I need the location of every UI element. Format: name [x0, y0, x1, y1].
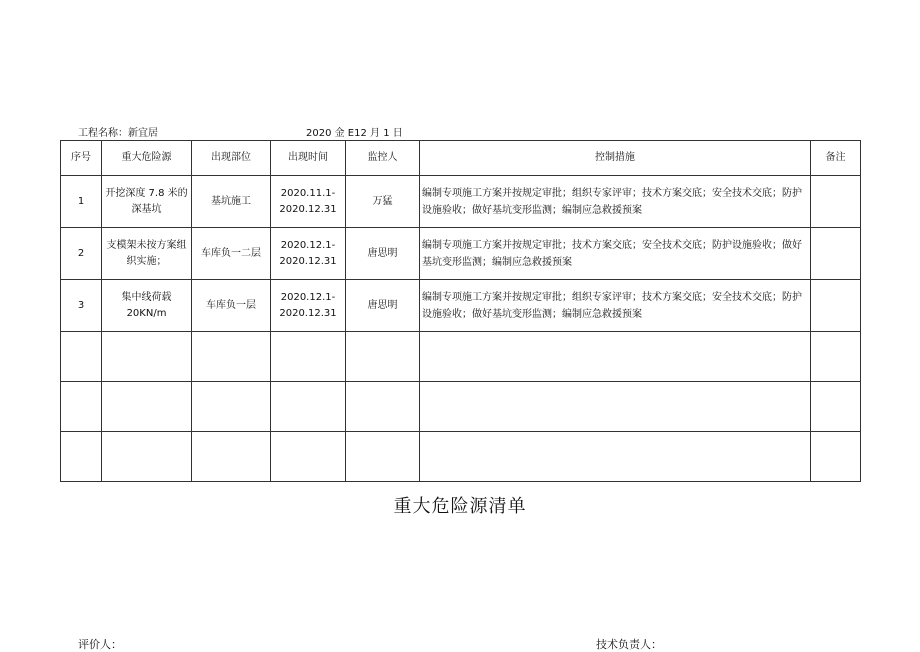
empty-cell	[102, 332, 192, 382]
empty-cell	[271, 382, 346, 432]
cell-time: 2020.11.1-2020.12.31	[271, 176, 346, 228]
cell-location: 车库负一层	[192, 280, 271, 332]
empty-cell	[271, 332, 346, 382]
cell-hazard: 支模架未按方案组织实施；	[102, 228, 192, 280]
cell-time: 2020.12.1-2020.12.31	[271, 228, 346, 280]
cell-remarks	[811, 280, 861, 332]
col-header-time: 出现时间	[271, 141, 346, 176]
col-header-remarks: 备注	[811, 141, 861, 176]
col-header-location: 出现部位	[192, 141, 271, 176]
cell-no: 3	[61, 280, 102, 332]
empty-table-row	[61, 382, 861, 432]
project-name: 新宜居	[128, 128, 158, 139]
table-row	[61, 280, 861, 332]
empty-cell	[346, 382, 420, 432]
project-line	[78, 124, 158, 139]
cell-remarks	[811, 228, 861, 280]
empty-cell	[811, 332, 861, 382]
empty-cell	[271, 432, 346, 482]
col-header-measures: 控制措施	[420, 141, 811, 176]
report-date: 2020 金 E12 月 1 日	[306, 128, 403, 139]
empty-cell	[346, 432, 420, 482]
cell-location: 车库负一二层	[192, 228, 271, 280]
cell-no: 1	[61, 176, 102, 228]
empty-cell	[192, 332, 271, 382]
col-header-monitor: 监控人	[346, 141, 420, 176]
empty-table-row	[61, 332, 861, 382]
cell-measures: 编制专项施工方案并按规定审批；技术方案交底；安全技术交底；防护设施验收；做好基坑变形监测；编制应急救援预案	[420, 228, 811, 280]
tech-lead-label: 技术负责人：	[596, 638, 662, 651]
empty-cell	[192, 382, 271, 432]
empty-table-row	[61, 432, 861, 482]
empty-cell	[102, 382, 192, 432]
cell-measures: 编制专项施工方案并按规定审批；组织专家评审；技术方案交底；安全技术交底；防护设施验收；做好基坑变形监测；编制应急救援预案	[420, 280, 811, 332]
col-header-hazard: 重大危险源	[102, 141, 192, 176]
cell-monitor: 万猛	[346, 176, 420, 228]
empty-cell	[420, 382, 811, 432]
document-title: 重大危险源清单	[393, 496, 527, 517]
evaluator-label: 评价人：	[78, 638, 122, 651]
empty-cell	[420, 332, 811, 382]
cell-remarks	[811, 176, 861, 228]
cell-monitor: 唐思明	[346, 280, 420, 332]
cell-hazard: 开挖深度 7.8 米的深基坑	[102, 176, 192, 228]
empty-cell	[102, 432, 192, 482]
empty-cell	[420, 432, 811, 482]
hazard-table	[60, 140, 861, 482]
col-header-no: 序号	[61, 141, 102, 176]
empty-cell	[811, 382, 861, 432]
empty-cell	[811, 432, 861, 482]
cell-location: 基坑施工	[192, 176, 271, 228]
project-label: 工程名称：	[78, 128, 128, 139]
table-row	[61, 176, 861, 228]
empty-cell	[192, 432, 271, 482]
empty-cell	[61, 382, 102, 432]
cell-no: 2	[61, 228, 102, 280]
cell-hazard: 集中线荷载 20KN/m	[102, 280, 192, 332]
table-header-row	[61, 141, 861, 176]
table-row	[61, 228, 861, 280]
cell-monitor: 唐思明	[346, 228, 420, 280]
empty-cell	[346, 332, 420, 382]
cell-time: 2020.12.1-2020.12.31	[271, 280, 346, 332]
cell-measures: 编制专项施工方案并按规定审批；组织专家评审；技术方案交底；安全技术交底；防护设施验收；做好基坑变形监测；编制应急救援预案	[420, 176, 811, 228]
empty-cell	[61, 432, 102, 482]
empty-cell	[61, 332, 102, 382]
